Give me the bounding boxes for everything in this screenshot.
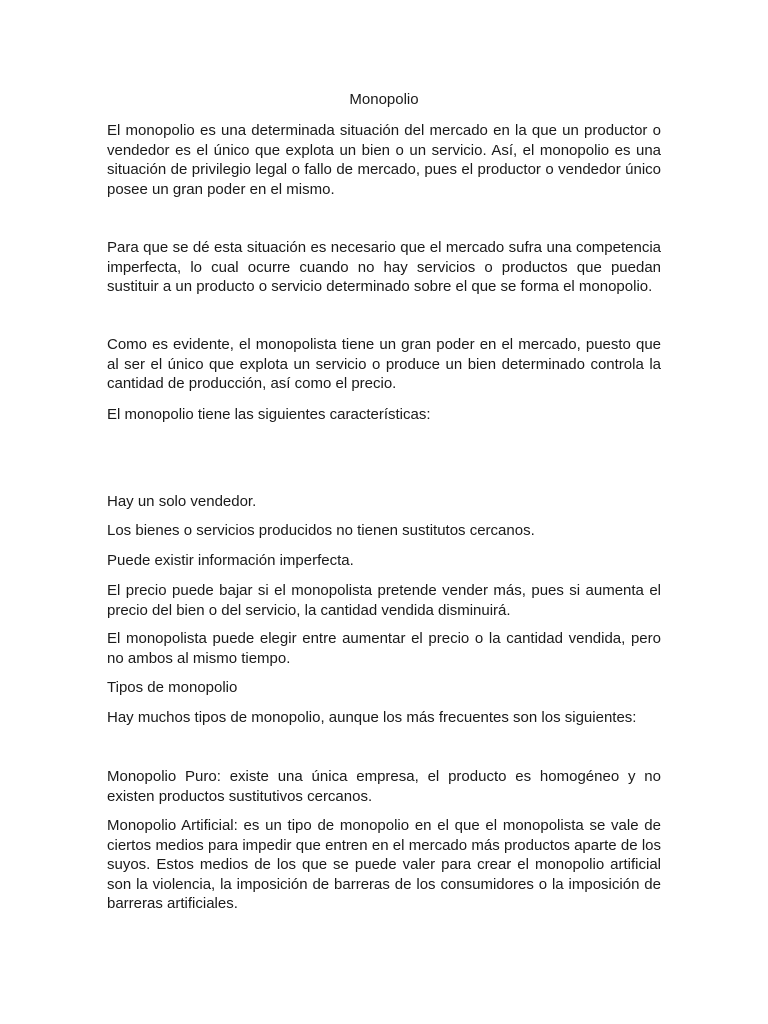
list-item-precio: El precio puede bajar si el monopolista pretende vender más, pues si aumenta el precio del bien o del servicio, la cantidad vendida disminuirá. — [107, 582, 661, 619]
list-item-elegir: El monopolista puede elegir entre aumentar el precio o la cantidad vendida, pero no ambos al mismo tiempo. — [107, 630, 661, 667]
document-title: Monopolio — [349, 91, 419, 108]
section-heading-tipos: Tipos de monopolio — [107, 679, 238, 696]
paragraph-competencia: Para que se dé esta situación es necesario que el mercado sufra una competencia imperfecta, lo cual ocurre cuando no hay servicios o productos que puedan sustituir a un producto o servicio determinado sobre el que se forma el monopolio. — [107, 239, 661, 295]
paragraph-tipos-intro: Hay muchos tipos de monopolio, aunque los más frecuentes son los siguientes: — [107, 709, 637, 726]
list-item-sustitutos: Los bienes o servicios producidos no tienen sustitutos cercanos. — [107, 522, 535, 539]
paragraph-monopolio-puro: Monopolio Puro: existe una única empresa, el producto es homogéneo y no existen productos sustitutivos cercanos. — [107, 768, 661, 805]
paragraph-poder: Como es evidente, el monopolista tiene un gran poder en el mercado, puesto que al ser el único que explota un servicio o produce un bien determinado controla la cantidad de producción, así como el precio. — [107, 336, 661, 392]
paragraph-definition: El monopolio es una determinada situación del mercado en la que un productor o vendedor es el único que explota un bien o un servicio. Así, el monopolio es una situación de privilegio legal o fallo de mercado, pues el productor o vendedor único posee un gran poder en el mismo. — [107, 122, 661, 198]
list-item-informacion: Puede existir información imperfecta. — [107, 552, 354, 569]
paragraph-caracteristicas-intro: El monopolio tiene las siguientes características: — [107, 406, 431, 423]
list-item-vendedor: Hay un solo vendedor. — [107, 493, 257, 510]
paragraph-monopolio-artificial: Monopolio Artificial: es un tipo de monopolio en el que el monopolista se vale de ciertos medios para impedir que entren en el mercado más productos aparte de los suyos. Estos medios de los que se puede valer para crear el monopolio artificial son la violencia, la imposición de barreras de los consumidores o la imposición de barreras artificiales. — [107, 817, 661, 912]
